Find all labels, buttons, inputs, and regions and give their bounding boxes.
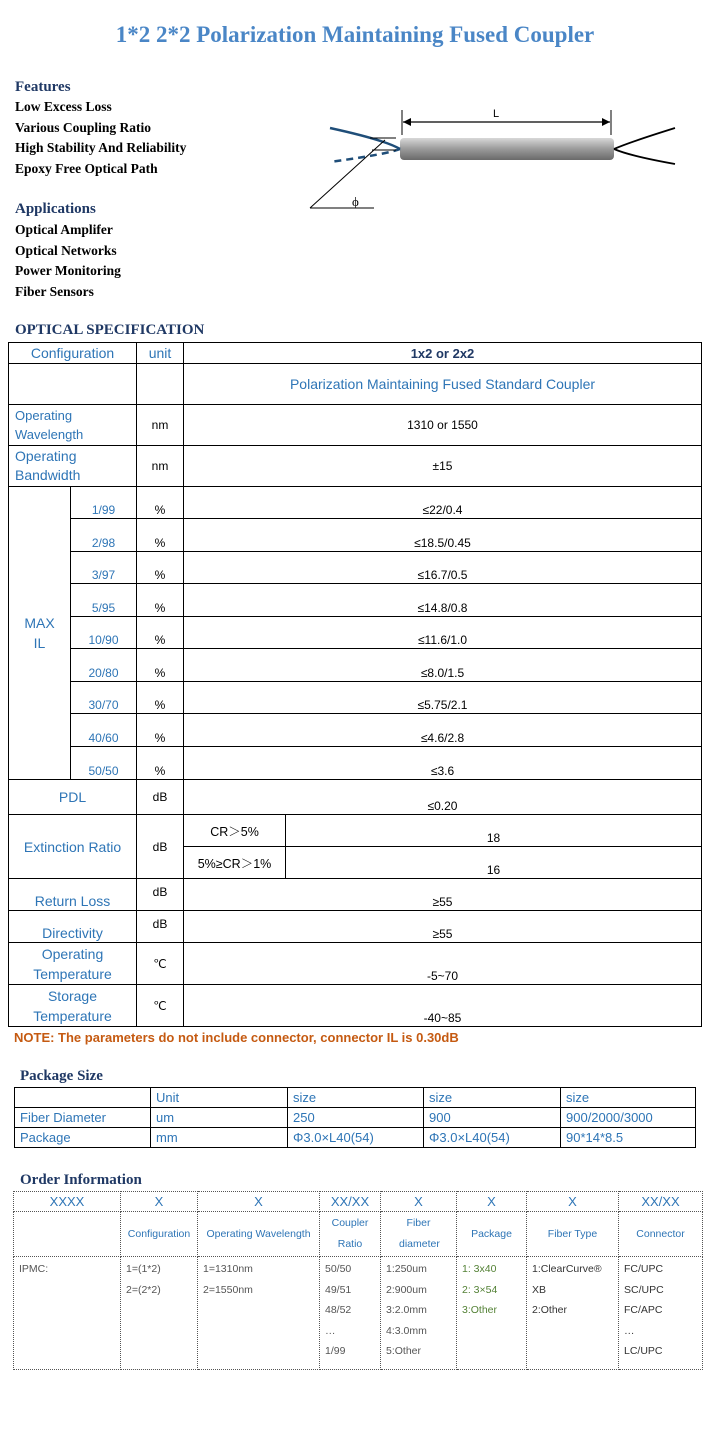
product-name: Polarization Maintaining Fused Standard Coupler (184, 364, 702, 405)
field-cell: Operating Wavelength (198, 1212, 320, 1257)
unit: % (137, 649, 184, 682)
table-row (9, 985, 702, 1027)
field-cell: Package (457, 1212, 527, 1257)
cell: mm (151, 1128, 288, 1148)
value: ≤0.20 (184, 780, 702, 815)
field-cell: Fiber diameter (381, 1212, 457, 1257)
table-row (9, 943, 702, 985)
value: ≤5.75/2.1 (184, 682, 702, 714)
features-list (15, 97, 186, 179)
spec-table (8, 342, 702, 1027)
value: -5~70 (184, 943, 702, 985)
table-row (14, 1192, 703, 1212)
table-row (9, 879, 702, 911)
value: ≤18.5/0.45 (184, 519, 702, 552)
value: 1310 or 1550 (184, 405, 702, 446)
table-row (9, 446, 702, 487)
unit: % (137, 584, 184, 617)
table-row (9, 714, 702, 747)
unit: dB (137, 815, 184, 879)
config-header: Configuration (9, 343, 137, 364)
value: 16 (286, 847, 702, 879)
code-cell: XX/XX (619, 1192, 703, 1212)
applications-heading: Applications (15, 201, 96, 217)
table-row (9, 815, 702, 847)
option: 2:900um (386, 1283, 427, 1296)
cell: Φ3.0×L40(54) (288, 1128, 424, 1148)
table-row (9, 405, 702, 446)
label: Return Loss (9, 879, 137, 911)
value: ≤16.7/0.5 (184, 552, 702, 584)
value: ≤14.8/0.8 (184, 584, 702, 617)
feature-item: Epoxy Free Optical Path (15, 160, 158, 176)
coupler-diagram (300, 98, 690, 218)
unit: nm (137, 405, 184, 446)
row-label: Fiber Diameter (15, 1108, 151, 1128)
cell: Φ3.0×L40(54) (424, 1128, 561, 1148)
page-title: 1*2 2*2 Polarization Maintaining Fused Coupler (115, 22, 595, 47)
max-il-label: MAX IL (9, 487, 71, 780)
table-row (9, 519, 702, 552)
unit: dB (137, 911, 184, 943)
table-row (9, 780, 702, 815)
value: ≤22/0.4 (184, 487, 702, 519)
table-row (9, 747, 702, 780)
code-cell: X (121, 1192, 198, 1212)
feature-item: Various Coupling Ratio (15, 119, 152, 135)
cell: 90*14*8.5 (561, 1128, 696, 1148)
value: ≤4.6/2.8 (184, 714, 702, 747)
unit-header: unit (137, 343, 184, 364)
header-cell: size (424, 1088, 561, 1108)
cell: 900/2000/3000 (561, 1108, 696, 1128)
label: Operating Wavelength (9, 405, 137, 446)
label: Operating Temperature (9, 943, 137, 985)
cell: um (151, 1108, 288, 1128)
option: LC/UPC (624, 1345, 663, 1357)
value: ≥55 (184, 879, 702, 911)
code-cell: X (457, 1192, 527, 1212)
code-cell: XXXX (14, 1192, 121, 1212)
table-row (9, 343, 702, 364)
option: 3:Other (462, 1304, 498, 1316)
header-cell: size (561, 1088, 696, 1108)
angle-label: ϕ (352, 194, 359, 209)
value: ≥55 (184, 911, 702, 943)
table-row (15, 1128, 696, 1148)
option: 1/99 (325, 1345, 346, 1357)
ratio: 5/95 (71, 584, 137, 617)
ratio: 40/60 (71, 714, 137, 747)
value-header: 1x2 or 2x2 (184, 343, 702, 364)
unit: dB (137, 780, 184, 815)
table-row (15, 1108, 696, 1128)
table-row (9, 911, 702, 943)
applications-list (15, 220, 121, 302)
feature-item: High Stability And Reliability (15, 140, 187, 155)
code-cell: XX/XX (320, 1192, 381, 1212)
code-cell: X (198, 1192, 320, 1212)
application-item: Power Monitoring (15, 263, 121, 278)
option: 4:3.0mm (386, 1324, 427, 1337)
field-cell (14, 1212, 121, 1257)
order-table (13, 1191, 703, 1370)
unit: % (137, 714, 184, 747)
coupler-tube (400, 138, 614, 160)
condition: 5%≥CR＞1% (184, 847, 286, 879)
value: ±15 (184, 446, 702, 487)
ratio: 3/97 (71, 552, 137, 584)
package-heading: Package Size (20, 1068, 103, 1084)
table-row (9, 584, 702, 617)
option: 1:250um (386, 1263, 427, 1275)
label: Directivity (9, 911, 137, 943)
ratio: 30/70 (71, 682, 137, 714)
header-cell: size (288, 1088, 424, 1108)
package-table (14, 1087, 696, 1148)
table-row (9, 487, 702, 519)
feature-item: Low Excess Loss (15, 99, 112, 114)
connector-note: NOTE: The parameters do not include connector, connector IL is 0.30dB (14, 1030, 459, 1045)
cell: 250 (288, 1108, 424, 1128)
label: Storage Temperature (9, 985, 137, 1027)
table-row (9, 617, 702, 649)
option: 2=1550nm (203, 1283, 253, 1296)
table-row (14, 1257, 703, 1370)
ratio: 20/80 (71, 649, 137, 682)
field-cell: Configuration (121, 1212, 198, 1257)
option: 49/51 (325, 1283, 352, 1296)
field-cell: Coupler Ratio (320, 1212, 381, 1257)
option: SC/UPC (624, 1283, 664, 1296)
header-cell (15, 1088, 151, 1108)
unit: % (137, 617, 184, 649)
option: 2:Other (532, 1304, 568, 1316)
table-row (9, 649, 702, 682)
field-cell: Fiber Type (527, 1212, 619, 1257)
option: 48/52 (325, 1304, 352, 1316)
unit: % (137, 552, 184, 584)
ratio: 1/99 (71, 487, 137, 519)
value: ≤3.6 (184, 747, 702, 780)
code-cell: X (381, 1192, 457, 1212)
features-heading: Features (15, 79, 71, 95)
field-cell: Connector (619, 1212, 703, 1257)
application-item: Optical Networks (15, 242, 117, 258)
header-cell: Unit (151, 1088, 288, 1108)
option: 1=(1*2) (126, 1263, 161, 1275)
table-row (15, 1088, 696, 1108)
length-label: L (493, 108, 500, 120)
label: Operating Bandwidth (9, 446, 137, 487)
value: ≤11.6/1.0 (184, 617, 702, 649)
ratio: 2/98 (71, 519, 137, 552)
unit: % (137, 519, 184, 552)
table-row (9, 364, 702, 405)
option: 50/50 (325, 1263, 352, 1275)
option: 1:ClearCurve® (532, 1263, 602, 1275)
ratio: 10/90 (71, 617, 137, 649)
option: 3:2.0mm (386, 1304, 427, 1316)
ratio: 50/50 (71, 747, 137, 780)
code-cell: X (527, 1192, 619, 1212)
option: 1: 3x40 (462, 1263, 497, 1275)
input-fiber-dashed (330, 149, 400, 162)
option: 2: 3×54 (462, 1283, 498, 1296)
spec-heading: OPTICAL SPECIFICATION (15, 322, 205, 338)
application-item: Optical Amplifer (15, 222, 113, 237)
unit: dB (137, 879, 184, 911)
table-row (9, 552, 702, 584)
label: PDL (9, 780, 137, 815)
option: FC/UPC (624, 1263, 664, 1275)
option: XB (532, 1283, 547, 1296)
unit: % (137, 682, 184, 714)
application-item: Fiber Sensors (15, 283, 94, 299)
prefix: IPMC: (19, 1263, 49, 1275)
order-heading: Order Information (20, 1172, 142, 1188)
table-row (9, 682, 702, 714)
value: 18 (286, 815, 702, 847)
option: … (325, 1324, 336, 1337)
output-fiber (614, 149, 675, 164)
unit: ℃ (137, 985, 184, 1027)
unit: ℃ (137, 943, 184, 985)
value: ≤8.0/1.5 (184, 649, 702, 682)
option: 1=1310nm (203, 1263, 253, 1275)
row-label: Package (15, 1128, 151, 1148)
value: -40~85 (184, 985, 702, 1027)
cell: 900 (424, 1108, 561, 1128)
table-row (14, 1212, 703, 1257)
unit: % (137, 487, 184, 519)
condition: CR＞5% (184, 815, 286, 847)
label: Extinction Ratio (9, 815, 137, 879)
option: … (624, 1324, 635, 1337)
output-fiber (614, 128, 675, 149)
unit: % (137, 747, 184, 780)
option: FC/APC (624, 1304, 663, 1316)
option: 5:Other (386, 1345, 422, 1357)
unit: nm (137, 446, 184, 487)
option: 2=(2*2) (126, 1283, 161, 1296)
